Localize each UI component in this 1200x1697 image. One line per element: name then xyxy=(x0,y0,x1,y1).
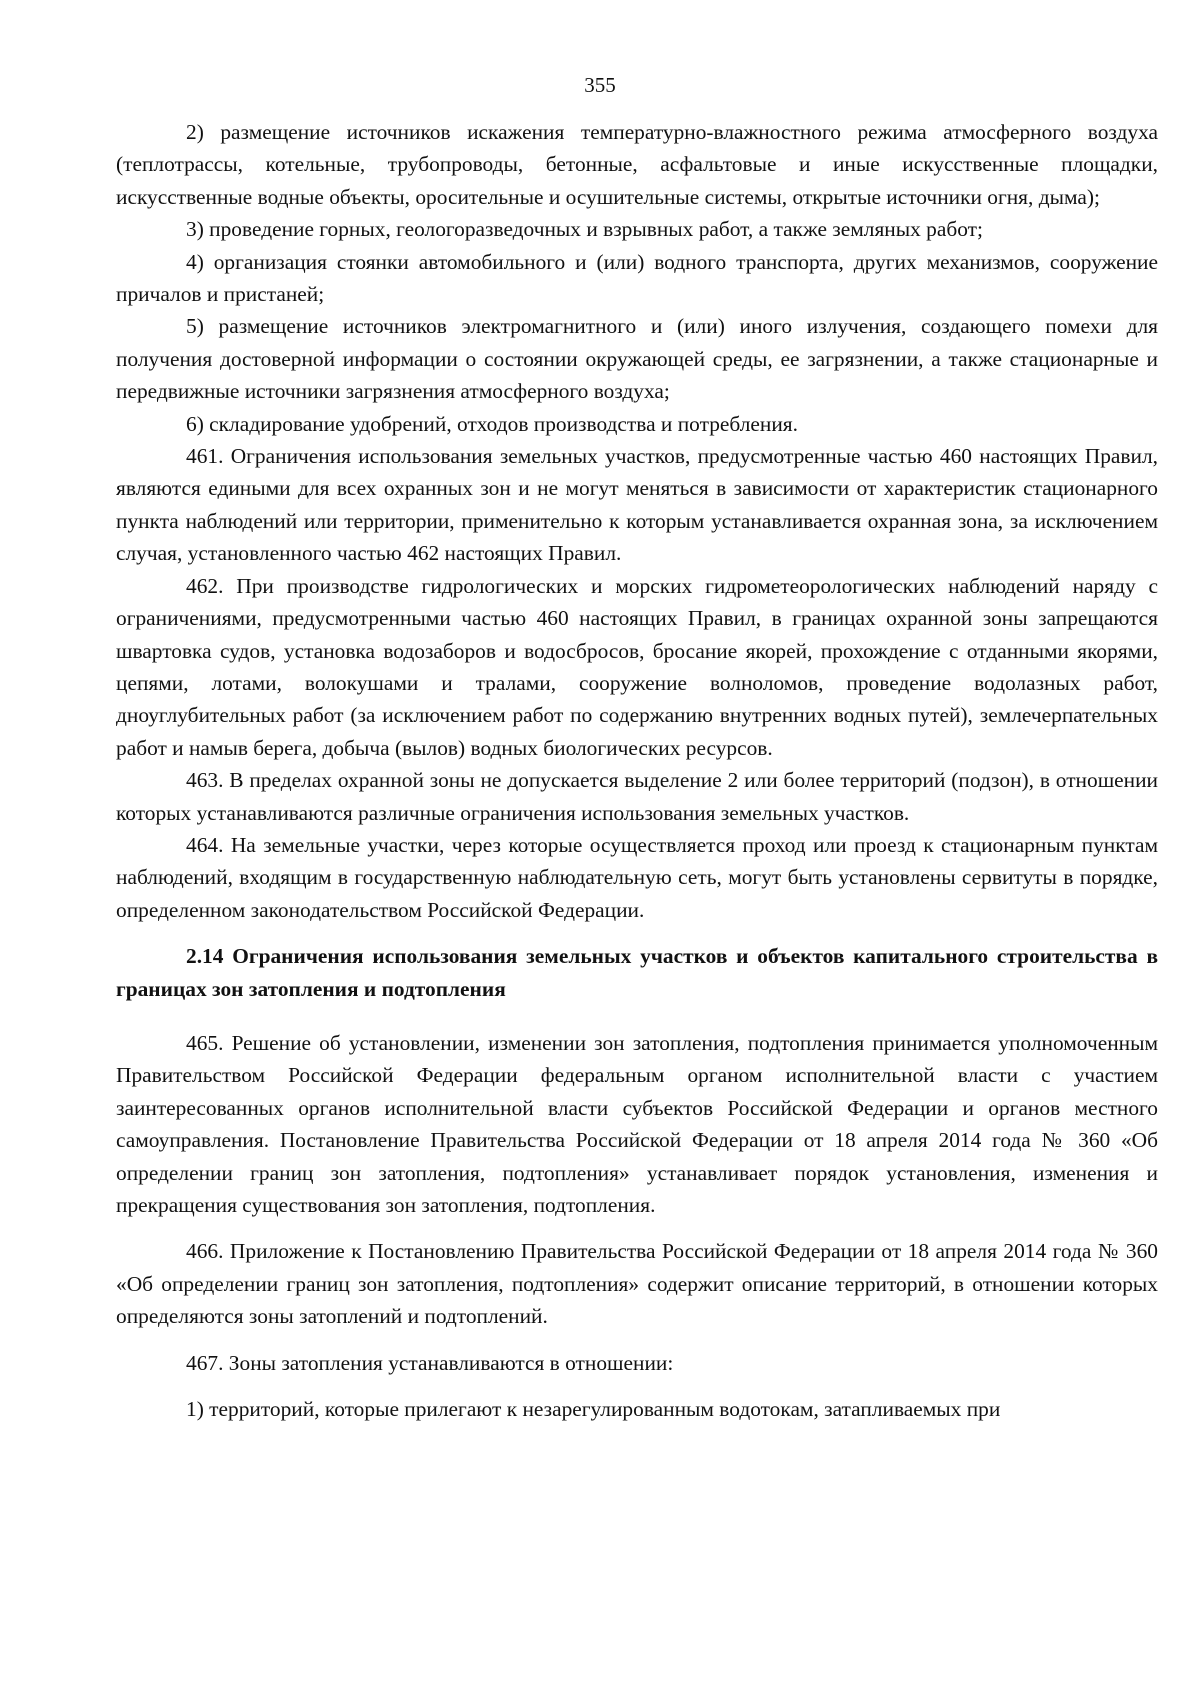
page-number: 355 xyxy=(584,73,616,97)
paragraph-461: 461. Ограничения использования земельных участков, предусмотренные частью 460 настоящих Правил, являются едиными для всех охранных зон и не могут меняться в зависимости от характеристик стационарного пункта наблюдений или территории, применительно к которым устанавливается охранная зона, за исключением случая, установленного частью 462 настоящих Правил. xyxy=(116,444,1158,566)
paragraph-462: 462. При производстве гидрологических и морских гидрометеорологических наблюдений наряду с ограничениями, предусмотренными частью 460 настоящих Правил, в границах охранной зоны запрещаются швартовка судов, установка водозаборов и водосбросов, бросание якорей, прохождение с отданными якорями, цепями, лотами, волокушами и тралами, сооружение волноломов, проведение водолазных работ, дноуглубительных работ (за исключением работ по содержанию внутренних водных путей), землечерпательных работ и намыв берега, добыча (вылов) водных биологических ресурсов. xyxy=(116,573,1158,760)
paragraph-466: 466. Приложение к Постановлению Правительства Российской Федерации от 18 апреля 2014 года № 360 «Об определении границ зон затопления, подтопления» содержит описание территорий, в отношении которых определяются зоны затоплений и подтоплений. xyxy=(116,1239,1158,1329)
paragraph-467-item-1: 1) территорий, которые прилегают к незарегулированным водотокам, затапливаемых при xyxy=(186,1397,1001,1422)
section-heading: 2.14 Ограничения использования земельных участков и объектов капитального строительства в границах зон затопления и подтопления xyxy=(116,944,1158,1001)
paragraph-465: 465. Решение об установлении, изменении зон затопления, подтопления принимается уполномоченным Правительством Российской Федерации федеральным органом исполнительной власти с участием заинтересованных органов исполнительной власти субъектов Российской Федерации и органов местного самоуправления. Постановление Правительства Российской Федерации от 18 апреля 2014 года № 360 «Об определении границ зон затопления, подтопления» устанавливает порядок установления, изменения и прекращения существования зон затопления, подтопления. xyxy=(116,1030,1158,1217)
paragraph-464: 464. На земельные участки, через которые осуществляется проход или проезд к стационарным пунктам наблюдений, входящим в государственную наблюдательную сеть, могут быть установлены сервитуты в порядке, определенном законодательством Российской Федерации. xyxy=(116,832,1158,922)
paragraph-item-3: 3) проведение горных, геологоразведочных и взрывных работ, а также земляных работ; xyxy=(186,217,983,242)
paragraph-item-5: 5) размещение источников электромагнитного и (или) иного излучения, создающего помехи для получения достоверной информации о состоянии окружающей среды, ее загрязнении, а также стационарные и передвижные источники загрязнения атмосферного воздуха; xyxy=(116,314,1158,404)
paragraph-item-6: 6) складирование удобрений, отходов производства и потребления. xyxy=(186,411,798,436)
paragraph-item-2: 2) размещение источников искажения температурно-влажностного режима атмосферного воздуха (теплотрассы, котельные, трубопроводы, бетонные, асфальтовые и иные искусственные площадки, искусственные водные объекты, оросительные и осушительные системы, открытые источники огня, дыма); xyxy=(116,120,1158,209)
paragraph-467: 467. Зоны затопления устанавливаются в отношении: xyxy=(186,1350,674,1375)
paragraph-item-4: 4) организация стоянки автомобильного и (или) водного транспорта, других механизмов, сооружение причалов и пристаней; xyxy=(116,249,1158,307)
document-body xyxy=(116,116,1158,1425)
paragraph-463: 463. В пределах охранной зоны не допускается выделение 2 или более территорий (подзон), в отношении которых устанавливаются различные ограничения использования земельных участков. xyxy=(116,768,1158,825)
